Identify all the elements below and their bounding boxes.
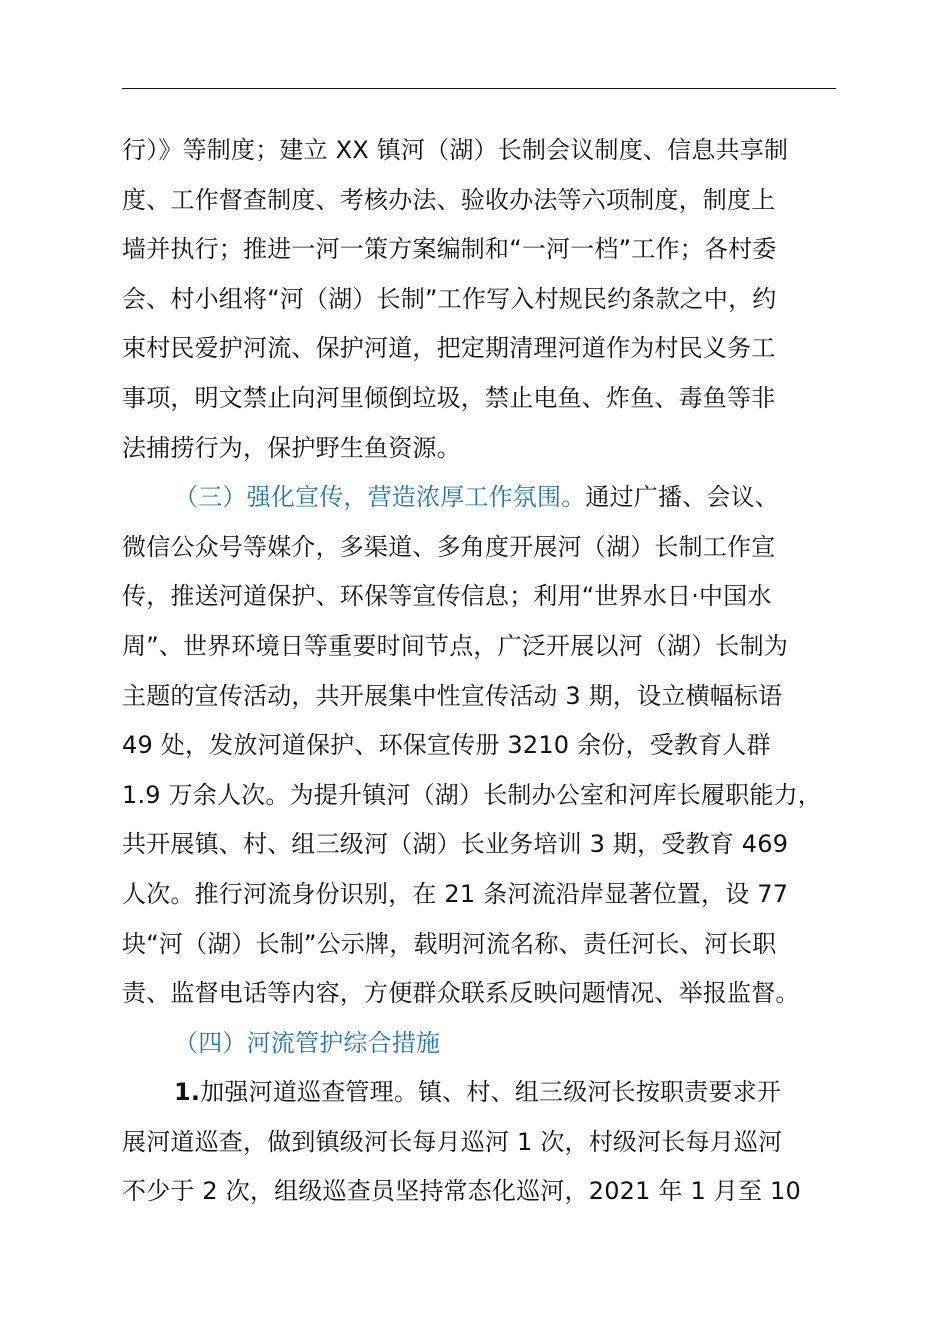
item-1-number: 1. bbox=[174, 1078, 201, 1107]
paragraph-line: 共开展镇、村、组三级河（湖）长业务培训 3 期，受教育 469 bbox=[122, 830, 789, 859]
paragraph-line: 束村民爱护河流、保护河道，把定期清理河道作为村民义务工 bbox=[122, 334, 776, 363]
paragraph-line: 法捕捞行为，保护野生鱼资源。 bbox=[122, 433, 461, 462]
document-body bbox=[122, 126, 852, 1217]
item-1-first-line bbox=[122, 1068, 852, 1118]
paragraph-line: 责、监督电话等内容，方便群众联系反映问题情况、举报监督。 bbox=[122, 979, 800, 1008]
paragraph-line: 墙并执行；推进一河一策方案编制和“一河一档”工作；各村委 bbox=[122, 235, 777, 264]
paragraph-line: 展河道巡查，做到镇级河长每月巡河 1 次，村级河长每月巡河 bbox=[122, 1127, 783, 1156]
paragraph-line: 49 处，发放河道保护、环保宣传册 3210 余份，受教育人群 bbox=[122, 731, 771, 760]
paragraph-line: 1.9 万余人次。为提升镇河（湖）长制办公室和河库长履职能力， bbox=[122, 780, 822, 809]
paragraph-line: 微信公众号等媒介，多渠道、多角度开展河（湖）长制工作宣 bbox=[122, 532, 776, 561]
item-1-first-line-text: 加强河道巡查管理。镇、村、组三级河长按职责要求开 bbox=[200, 1078, 782, 1107]
header-rule bbox=[122, 88, 836, 89]
section-3-heading: （三）强化宣传，营造浓厚工作氛围。 bbox=[174, 483, 586, 512]
paragraph-line: 传，推送河道保护、环保等宣传信息；利用“世界水日·中国水 bbox=[122, 582, 772, 611]
section-4-heading: （四）河流管护综合措施 bbox=[174, 1028, 441, 1057]
paragraph-line: 行）》等制度；建立 XX 镇河（湖）长制会议制度、信息共享制 bbox=[122, 136, 789, 164]
section-3-first-line-text: 通过广播、会议、 bbox=[585, 483, 780, 512]
paragraph-line: 事项，明文禁止向河里倾倒垃圾，禁止电鱼、炸鱼、毒鱼等非 bbox=[122, 383, 776, 412]
paragraph-line: 不少于 2 次，组级巡查员坚持常态化巡河，2021 年 1 月至 10 bbox=[122, 1177, 801, 1206]
paragraph-line: 块“河（湖）长制”公示牌，载明河流名称、责任河长、河长职 bbox=[122, 929, 777, 958]
section-3-first-line bbox=[122, 473, 852, 523]
paragraph-line: 主题的宣传活动，共开展集中性宣传活动 3 期，设立横幅标语 bbox=[122, 681, 783, 710]
paragraph-line: 人次。推行河流身份识别，在 21 条河流沿岸显著位置，设 77 bbox=[122, 879, 789, 908]
paragraph-line: 周”、世界环境日等重要时间节点，广泛开展以河（湖）长制为 bbox=[122, 631, 789, 660]
paragraph-line: 会、村小组将“河（湖）长制”工作写入村规民约条款之中，约 bbox=[122, 284, 777, 313]
paragraph-line: 度、工作督查制度、考核办法、验收办法等六项制度，制度上 bbox=[122, 185, 776, 214]
